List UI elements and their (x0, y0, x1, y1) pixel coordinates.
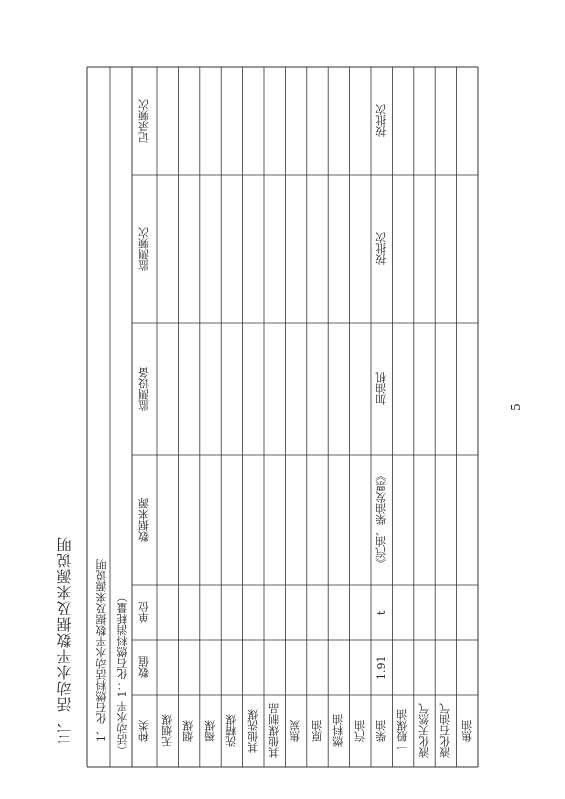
cell-type: 燃料油 (331, 714, 345, 748)
cell-type: 液化天然气 (417, 703, 431, 759)
cell-type: 无烟煤 (160, 714, 174, 748)
section-heading: 三、活动水平数据及来源说明 (55, 536, 74, 745)
cell-type: 原油 (310, 720, 324, 742)
subsection-title: 1、化石燃料活动水平数据及来源说明 (95, 559, 108, 742)
cell-type: 一般煤油 (396, 709, 410, 753)
cell-unit: t (375, 610, 389, 615)
cell-type: 汽油 (353, 720, 367, 742)
cell-type: 柴油 (374, 720, 388, 742)
cell-type: 焦炭 (289, 720, 303, 742)
header-cell-type: 种类 (137, 720, 151, 742)
cell-type: 其他煤制品 (267, 703, 281, 759)
cell-record-freq: 按批次 (374, 104, 388, 138)
cell-monitor-freq: 按批次 (374, 232, 388, 266)
cell-device: 加油机 (374, 372, 388, 406)
cell-source: 《汽油、柴油发票》 (374, 470, 388, 570)
header-cell-monitor-freq: 监测频次 (137, 227, 151, 271)
header-cell-record-freq: 记录频次 (137, 99, 151, 143)
cell-type: 褐煤 (203, 720, 217, 742)
table-caption: （活动水平 1：化石燃料消耗量） (116, 591, 129, 757)
header-cell-value: 数值 (137, 656, 151, 679)
cell-type: 液化石油气 (438, 703, 452, 759)
cell-value: 1.91 (375, 655, 389, 680)
cell-type: 洗精煤 (224, 714, 238, 748)
header-cell-unit: 单位 (137, 601, 151, 624)
cell-type: 其他洗煤 (246, 709, 260, 753)
header-cell-device: 监测设备 (137, 367, 151, 411)
cell-type: 烟煤 (182, 720, 196, 742)
cell-type: 焦油 (460, 720, 474, 742)
page-number: 5 (508, 403, 523, 411)
header-cell-source: 数据来源 (137, 498, 151, 542)
